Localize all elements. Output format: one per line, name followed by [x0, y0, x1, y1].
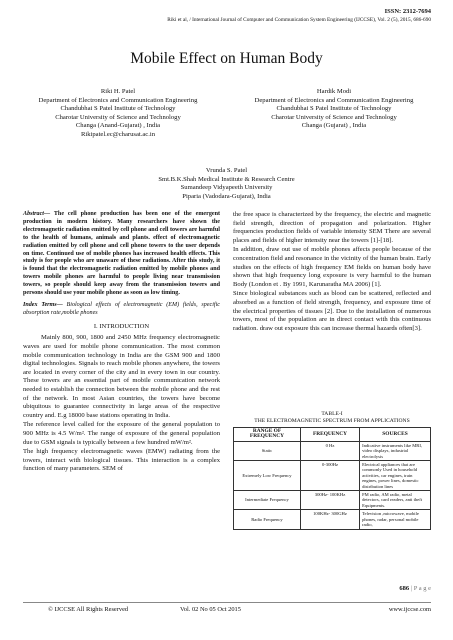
author-affiliation-line: Charotar University of Science and Technology — [271, 113, 397, 121]
author-affiliation-line: Charotar University of Science and Technology — [55, 113, 181, 121]
body-paragraph: In addition, draw out use of mobile phones affects people because of the concentration field and resonance in the vicinity of the human brain. Early studies on the effects of high frequency EM fields on human body have shown that high frequency long exposure is very harmful to the human Body (London et . By 1991, Karunaratha MA 2006) [1]. — [233, 246, 431, 288]
table-row — [234, 510, 431, 529]
frequency-cell: 0-300Hz — [300, 461, 359, 491]
paper-title: Mobile Effect on Human Body — [130, 50, 323, 67]
table-number: TABLE-I — [321, 411, 343, 417]
abstract-label: Abstract— — [23, 211, 51, 217]
index-terms-label: Index Terms— — [23, 301, 63, 308]
author-affiliation-line: Piparia (Vadodara-Gujarat), India — [182, 192, 271, 200]
em-spectrum-table — [233, 427, 431, 530]
running-header-citation: Riki et al, / International Journal of Computer and Communication System Engineering (IJCCSE), Vol. 2 (5), 2015, 686-690 — [167, 17, 431, 23]
range-cell: Extremely Low Frequency — [234, 461, 301, 491]
footer-copyright: © IJCCSE All Rights Reserved — [48, 606, 129, 613]
column-header: RANGE OF FREQUENCY — [234, 428, 301, 442]
issn-label: ISSN: 2312-7694 — [384, 8, 431, 15]
author-block-1 — [10, 88, 226, 140]
page-number-value: 686 — [399, 585, 410, 592]
body-paragraph: Mainly 800, 900, 1800 and 2450 MHz frequency electromagnetic waves are used for mobile phone communication. The most common mobile communication technology in India are the GSM 900 and 1800 digital technologies. Signals to reach mobile phones anywhere, the towers are located in every corner of the city and in every town in our country. These towers are an essential part of mobile communication network needed to establish the connection between the mobile phone and the rest of the network. In most Asian countries, the towers have become ubiquitous to guarantee connectivity in large areas of the respective country and. E.g 18000 base stations operating in India. — [23, 334, 220, 419]
column-header: SOURCES — [360, 428, 431, 442]
sources-cell: Television ,microwave, mobile phones, radar, personal mobile radio, — [360, 510, 431, 529]
page-number — [399, 585, 431, 592]
footer-website-link[interactable]: www.ijccse.com — [388, 606, 431, 613]
table-title: THE ELECTROMAGNETIC SPECTRUM FROM APPLICATIONS — [254, 417, 410, 424]
range-cell: Intermediate Frequency — [234, 491, 301, 510]
footer-divider — [23, 602, 431, 603]
author-affiliation-line: Changa (Anand-Gujarat) , India — [75, 122, 161, 130]
body-paragraph: The reference level called for the exposure of the general population to 900 MHz is 4.5 W/m². The range of exposure of the general population due to GSM signals is typically between a few hundred mW/m². — [23, 421, 220, 446]
author-block-2 — [226, 88, 442, 131]
author-name: Vrunda S. Patel — [205, 167, 248, 174]
frequency-cell: 300Hz- 100KHz — [300, 491, 359, 510]
sources-cell: Indicative instruments like MRI, video displays, industrial electrolysis — [360, 441, 431, 460]
author-email: Rikipatel.ec@charusat.ac.in — [81, 130, 155, 138]
table-row — [234, 461, 431, 491]
author-affiliation-line: Chandubhai S Patel Institute of Technology — [60, 105, 176, 113]
author-affiliation-line: Chandubhai S Patel Institute of Technology — [276, 105, 392, 113]
author-block-3 — [60, 167, 393, 201]
range-cell: Static — [234, 441, 301, 460]
author-affiliation-line: Department of Electronics and Communication Engineering — [254, 96, 414, 104]
table-row — [234, 441, 431, 460]
author-affiliation-line: Smt.B.K.Shah Medical Institute & Research Centre — [158, 175, 295, 183]
body-paragraph: The high frequency electromagnetic waves (EMW) radiating from the towers, interact with biological tissues. This interaction is a complex function of many parameters. SEM of — [23, 448, 220, 473]
table-row — [234, 491, 431, 510]
index-terms-text: Biological effects of electromagnetic (EM) fields, specific absorption rate,mobile phones — [23, 301, 220, 316]
left-column — [23, 211, 220, 475]
page-label: | P a g e — [410, 585, 431, 592]
author-affiliation-line: Changa (Gujarat) , India — [301, 122, 367, 130]
index-terms — [23, 302, 220, 318]
range-cell: Radio Frequency — [234, 510, 301, 529]
sources-cell: Electrical appliances that are commonly Used in household activities, car engines, train engines, power lines, domestic distribution lines — [360, 461, 431, 491]
author-affiliation-line: Sumandeep Vidyapeeth University — [180, 184, 273, 192]
table-header-row — [234, 428, 431, 442]
body-paragraph: Since biological substances such as blood can be scattered, reflected and absorbed as a function of field strength, frequency, and exposure time of the electrical properties of tissues [2]. Due to the installation of numerous towers, most of the population are in direct contact with this continuous radiation. draw out exposure this can increase thermal hazards often[3]. — [233, 290, 431, 332]
abstract-text: The cell phone production has been one of the emergent production in modern history. Many researchers have shown the electromagnetic radiation emitted by cell phone and cell towers are harmful to the health of humans, animals and plants. effect of electromagnetic radiation emitted by cell phone and cell phone towers to the user depends on time. Continued use of mobile phones has increased health effects. This study is for people who are unaware of these radiations. After this study, it is found that the electromagnetic radiation emitted by mobile phones and towers mobile phones are harmful to people living near transmission towers, so people should keep away from the transmission towers and persons should use your mobile phone as soon as low timing. — [23, 211, 220, 297]
frequency-cell: 0 Hz — [300, 441, 359, 460]
frequency-cell: 100KHz- 300GHz — [300, 510, 359, 529]
column-header: FREQUENCY — [300, 428, 359, 442]
section-heading: I. INTRODUCTION — [93, 322, 150, 330]
right-column — [233, 211, 431, 334]
footer-issue: Vol. 02 No 05 Oct 2015 — [180, 606, 241, 613]
abstract — [23, 211, 220, 298]
author-affiliation-line: Department of Electronics and Communication Engineering — [38, 96, 198, 104]
author-name: Hardik Modi — [316, 88, 352, 95]
author-name: Riki H. Patel — [100, 88, 136, 95]
sources-cell: FM radio, AM radio, metal detectors, card readers, anti theft Equipments. — [360, 491, 431, 510]
body-paragraph: the free space is characterized by the frequency, the electric and magnetic field strength, direction of propagation and polarization. Higher frequencies production fields of variable intensity SEM There are several places and fields of higher intensity near the towers [1]-[18]. — [233, 211, 431, 244]
table-caption — [233, 411, 431, 424]
